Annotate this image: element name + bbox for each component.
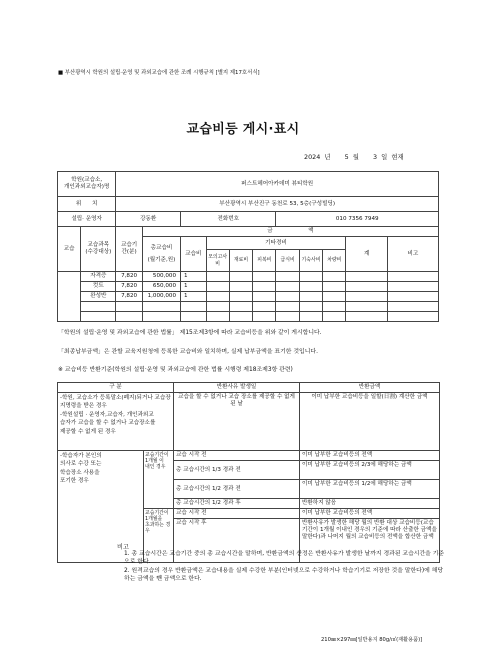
- refund-table: [57, 382, 440, 563]
- form-header-note: ■ 부산광역시 학원의 설립·운영 및 과외교습에 관한 조례 시행규칙 [별지 제17호서식]: [58, 70, 260, 76]
- refund-when: 총 교습시간의 1/2 경과 전: [174, 480, 300, 499]
- table-row: [58, 312, 439, 322]
- row-subject: 자격증: [81, 272, 116, 282]
- row-subject: 완성반: [81, 292, 116, 302]
- refund-when: 총 교습시간의 1/2 경과 후: [174, 499, 300, 509]
- row-tuition: 1: [181, 272, 206, 282]
- tuition-label: 교습비: [181, 237, 206, 272]
- location-label: 위 치: [58, 197, 116, 212]
- academy-name-label: 학원(교습소, 개인과외교습자)명: [58, 172, 116, 197]
- phone-number: 010 7356 7949: [276, 212, 439, 227]
- other-expense-label: 기타경비: [206, 237, 346, 250]
- refund-when-1: 교습을 할 수 없거나 교습 장소를 제공할 수 없게 된 날: [174, 393, 300, 451]
- subject-label: 교습과목 (수강대상): [81, 227, 116, 272]
- amount-label: 금 액: [142, 227, 438, 237]
- notice-line-1: 「학원의 설립·운영 및 과외교습에 관한 법률」 제15조제3항에 따라 교습비등을 위와 같이 게시합니다.: [58, 330, 322, 336]
- header-amount: 반환금액: [300, 383, 440, 393]
- table-row: [58, 292, 439, 302]
- row-total: 1,000,000: [142, 292, 180, 302]
- founder-label: 설립· 운영자: [58, 212, 116, 227]
- total-tuition-cell: [142, 237, 180, 272]
- other-item-materials: 재료비: [229, 250, 252, 272]
- table-row: [58, 302, 439, 312]
- row-total: 500,000: [142, 272, 180, 282]
- refund-category-1: -학원, 교습소가 등록말소(폐지)되거나 교습장지명령을 받은 경우 -학원설립 · 운영자,교습자, 개인과외교 습자가 교습을 할 수 없거나 교습장소를 제공할 수 없게 된 경우: [58, 393, 174, 451]
- remark-label: 비고: [387, 237, 438, 272]
- refund-amount: 반환하지 않음: [300, 499, 440, 509]
- refund-amount: 이미 납부한 교습비등의 전액: [300, 509, 440, 519]
- notice-line-2: 「최종납부금액」은 관할 교육지원청에 등록한 교습비와 일치하며, 실제 납부금액을 표기한 것입니다.: [58, 349, 318, 355]
- other-item-dorm: 기숙사비: [299, 250, 322, 272]
- notice-line-3: ※ 교습비등 반환기준(학원의 설립·운영 및 과외교습에 관한 법률 시행령 제18조제3항 관련): [58, 367, 293, 373]
- header-category: 구 분: [58, 383, 174, 393]
- row-total: 650,000: [142, 282, 180, 292]
- date-suffix: 현재: [391, 153, 404, 161]
- other-item-uniform: 피복비: [253, 250, 276, 272]
- sub-category-1: 교습기간이 1개월 이 내인 경우: [144, 451, 174, 509]
- refund-when: 교습 시작 후: [174, 519, 300, 563]
- bigo-item-1: 1. 총 교습시간은 교습기간 중의 총 교습시간을 말하며, 반환금액의 산정은 반환사유가 발생한 날까지 경과된 교습시간을 기준으로 한다.: [124, 551, 445, 565]
- bigo-item-2: 2. 원격교습의 경우 반환금액은 교습내용을 실제 수강한 부분(인터넷으로 수강하거나 학습기기로 저장한 것을 말한다)에 해당하는 금액을 뺀 금액으로 한다.: [124, 568, 444, 582]
- other-item-exam: 모의고사비: [206, 250, 229, 272]
- date-month: 5: [344, 153, 349, 161]
- row-period: 7,820: [116, 292, 143, 302]
- refund-when: 총 교습시간의 1/3 경과 전: [174, 461, 300, 480]
- total-label: 총교습비: [150, 244, 173, 251]
- refund-category-2: -학습자가 본인의 의사로 수강 또는 학습장소 사용을 포기한 경우: [58, 451, 144, 563]
- row-period: 7,820: [116, 282, 143, 292]
- sub-category-2: 교습기간이 1개월을 초과하는 경우: [144, 509, 174, 563]
- table-row: [58, 272, 439, 282]
- paper-size-footer: 210㎜×297㎜[일반용지 80g/㎡(재활용품)]: [321, 637, 423, 643]
- header-when: 반환사유 발생일: [174, 383, 300, 393]
- date-year-unit: 년: [324, 153, 331, 161]
- table-row: [58, 282, 439, 292]
- sum-label: 계: [346, 237, 387, 272]
- tuition-table: [57, 171, 439, 322]
- as-of-date: [304, 152, 404, 161]
- refund-amount: 이미 납부한 교습비등의 2/3에 해당하는 금액: [300, 461, 440, 480]
- location: 부산광역시 부산진구 동천로 53, 5층(구성빌딩): [116, 197, 439, 212]
- date-month-unit: 월: [352, 153, 359, 161]
- page-title: 교습비등 게시·표시: [186, 122, 300, 137]
- refund-amount: 이미 납부한 교습비등의 전액: [300, 451, 440, 461]
- bigo-label: 비고: [117, 544, 129, 551]
- row-tuition: 1: [181, 292, 206, 302]
- refund-when: 교습 시작 전: [174, 451, 300, 461]
- refund-amount: 반환사유가 발생한 해당 월의 반환 대상 교습비등(교습기간이 1개월 이내인 경우의 기준에 따라 산출한 금액을 말한다)과 나머지 월의 교습비등의 전액을 합산한 금액: [300, 519, 440, 563]
- row-subject: 컷트: [81, 282, 116, 292]
- total-sub-label: (월기준,원): [147, 256, 176, 263]
- date-day: 3: [373, 153, 378, 161]
- other-item-vehicle: 차량비: [323, 250, 346, 272]
- date-year: 2024: [304, 153, 321, 161]
- academy-name: 퍼스트헤어아카데미 뷰티학원: [116, 172, 439, 197]
- refund-when: 교습 시작 전: [174, 509, 300, 519]
- course-label: 교습: [58, 227, 81, 272]
- row-tuition: 1: [181, 282, 206, 292]
- row-period: 7,820: [116, 272, 143, 282]
- refund-amount: 이미 납부한 교습비등의 1/2에 해당하는 금액: [300, 480, 440, 499]
- date-day-unit: 일: [381, 153, 388, 161]
- refund-amount-1: 이미 납부한 교습비등을 일할(日割) 계산한 금액: [300, 393, 440, 451]
- other-item-meals: 급식비: [276, 250, 299, 272]
- period-label: 교습기 간(분): [116, 227, 143, 272]
- founder-name: 강동환: [116, 212, 181, 227]
- phone-label: 전화번호: [181, 212, 276, 227]
